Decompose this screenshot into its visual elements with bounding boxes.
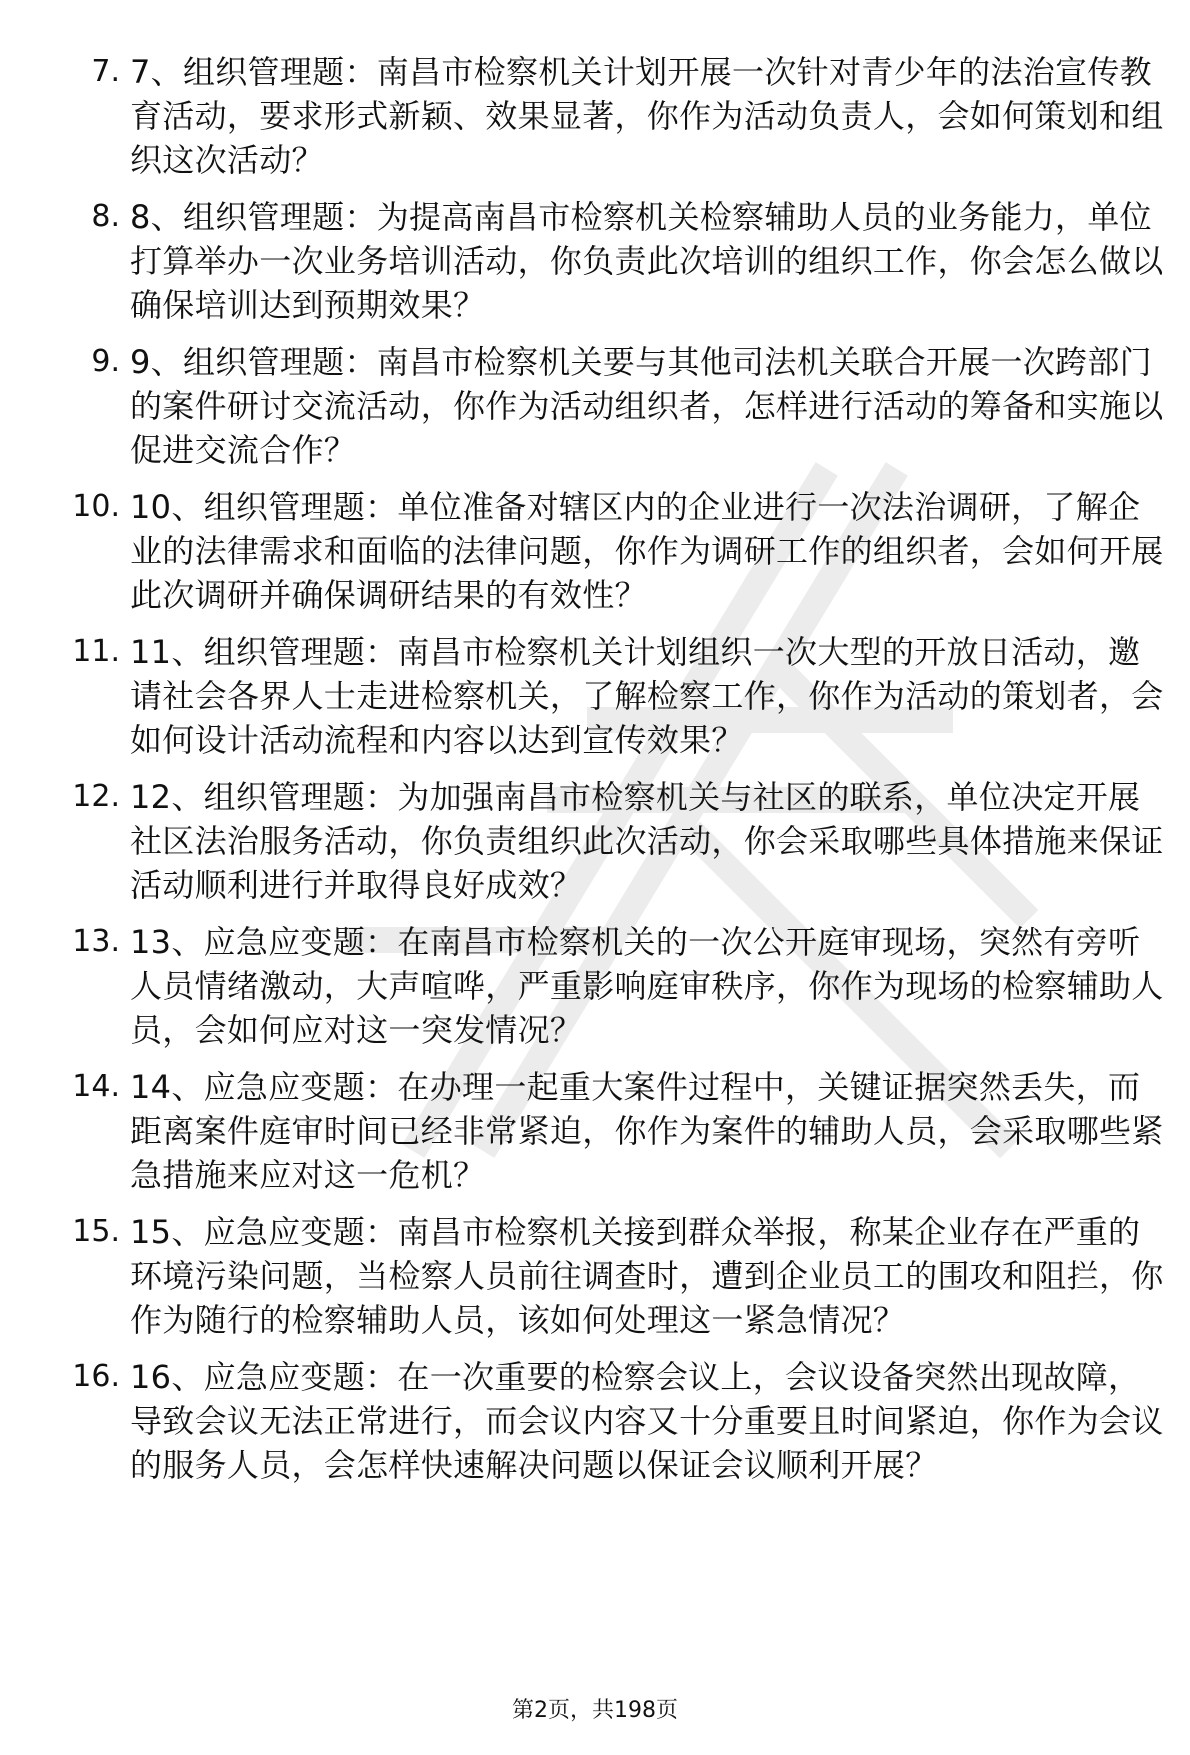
- question-number: 9.: [91, 344, 120, 379]
- question-text: 9、组织管理题：南昌市检察机关要与其他司法机关联合开展一次跨部门的案件研讨交流活动，你作为活动组织者，怎样进行活动的筹备和实施以促进交流合作？: [130, 343, 1164, 469]
- question-number: 8.: [91, 199, 120, 234]
- question-number: 11.: [72, 634, 120, 669]
- question-item-11: [0, 630, 1190, 762]
- question-item-9: [0, 340, 1190, 472]
- question-number: 7.: [91, 54, 120, 89]
- question-number: 14.: [72, 1069, 120, 1104]
- question-item-16: [0, 1355, 1190, 1487]
- page-footer: [0, 1697, 1190, 1725]
- question-text: 16、应急应变题：在一次重要的检察会议上，会议设备突然出现故障，导致会议无法正常进行，而会议内容又十分重要且时间紧迫，你作为会议的服务人员，会怎样快速解决问题以保证会议顺利开展？: [130, 1358, 1164, 1484]
- question-number: 10.: [72, 489, 120, 524]
- question-text: 7、组织管理题：南昌市检察机关计划开展一次针对青少年的法治宣传教育活动，要求形式新颖、效果显著，你作为活动负责人，会如何策划和组织这次活动？: [130, 53, 1164, 179]
- question-item-12: [0, 775, 1190, 907]
- question-text: 8、组织管理题：为提高南昌市检察机关检察辅助人员的业务能力，单位打算举办一次业务培训活动，你负责此次培训的组织工作，你会怎么做以确保培训达到预期效果？: [130, 198, 1164, 324]
- question-item-7: [0, 50, 1190, 182]
- question-text: 14、应急应变题：在办理一起重大案件过程中，关键证据突然丢失，而距离案件庭审时间已经非常紧迫，你作为案件的辅助人员，会采取哪些紧急措施来应对这一危机？: [130, 1068, 1164, 1194]
- question-text: 13、应急应变题：在南昌市检察机关的一次公开庭审现场，突然有旁听人员情绪激动，大声喧哗，严重影响庭审秩序，你作为现场的检察辅助人员，会如何应对这一突发情况？: [130, 923, 1164, 1049]
- question-list: [0, 50, 1190, 1500]
- question-number: 16.: [72, 1359, 120, 1394]
- question-item-8: [0, 195, 1190, 327]
- question-text: 12、组织管理题：为加强南昌市检察机关与社区的联系，单位决定开展社区法治服务活动，你负责组织此次活动，你会采取哪些具体措施来保证活动顺利进行并取得良好成效？: [130, 778, 1164, 904]
- question-item-14: [0, 1065, 1190, 1197]
- question-item-10: [0, 485, 1190, 617]
- question-number: 13.: [72, 924, 120, 959]
- question-number: 12.: [72, 779, 120, 814]
- question-text: 11、组织管理题：南昌市检察机关计划组织一次大型的开放日活动，邀请社会各界人士走进检察机关，了解检察工作，你作为活动的策划者，会如何设计活动流程和内容以达到宣传效果？: [130, 633, 1164, 759]
- question-number: 15.: [72, 1214, 120, 1249]
- question-text: 15、应急应变题：南昌市检察机关接到群众举报，称某企业存在严重的环境污染问题，当检察人员前往调查时，遭到企业员工的围攻和阻拦，你作为随行的检察辅助人员，该如何处理这一紧急情况？: [130, 1213, 1164, 1339]
- question-item-13: [0, 920, 1190, 1052]
- question-text: 10、组织管理题：单位准备对辖区内的企业进行一次法治调研，了解企业的法律需求和面临的法律问题，你作为调研工作的组织者，会如何开展此次调研并确保调研结果的有效性？: [130, 488, 1164, 614]
- question-item-15: [0, 1210, 1190, 1342]
- page-number-label: 第2页，共198页: [512, 1698, 678, 1723]
